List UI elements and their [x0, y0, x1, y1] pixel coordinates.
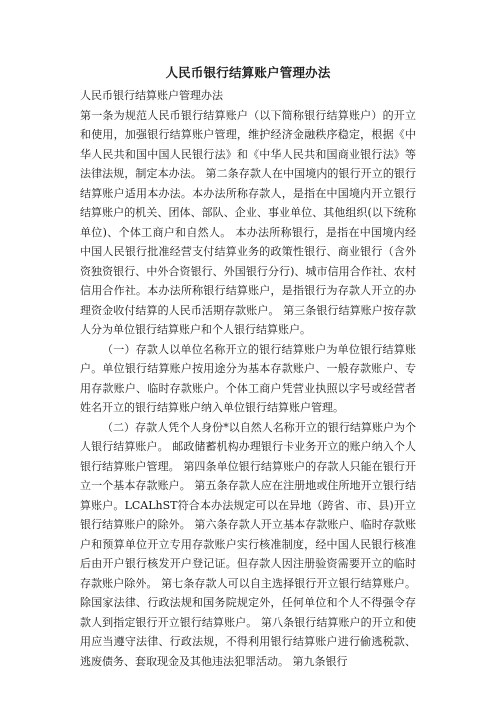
- document-subtitle: 人民币银行结算账户管理办法: [80, 89, 223, 102]
- paragraph-1: 第一条为规范人民币银行结算账户（以下简称银行结算账户）的开立和使用，加强银行结算账户管理，维护经济金融秩序稳定，根据《中华人民共和国中国人民银行法》和《中华人民共和国商业银行法》等法律法规，制定本办法。 第二条存款人在中国境内的银行开立的银行结算账户适用本办法。本办法所称存款人，是指在中国境内开立银行结算账户的机关、团体、部队、企业、事业单位、其他组织(以下统称单位)、个体工商户和自然人。 本办法所称银行，是指在中国境内经中国人民银行批准经营支付结算业务的政策性银行、商业银行（含外资独资银行、中外合资银行、外国银行分行)、城市信用合作社、农村信用合作社。本办法所称银行结算账户，是指银行为存款人开立的办理资金收付结算的人民币活期存款账户。 第三条银行结算账户按存款人分为单位银行结算账户和个人银行结算账户。: [80, 108, 416, 336]
- paragraph-2: （一）存款人以单位名称开立的银行结算账户为单位银行结算账户。单位银行结算账户按用途分为基本存款账户、一般存款账户、专用存款账户、临时存款账户。个体工商户凭营业执照以字号或经营者姓名开立的银行结算账户纳入单位银行结算账户管理。: [80, 342, 416, 414]
- document-title: 人民币银行结算账户管理办法: [165, 65, 331, 80]
- paragraph-3: （二）存款人凭个人身份*以自然人名称开立的银行结算账户为个人银行结算账户。 邮政储蓄机构办理银行卡业务开立的账户纳入个人银行结算账户管理。 第四条单位银行结算账户的存款人只能在银行开立一个基本存款账户。 第五条存款人应在注册地或住所地开立银行结算账户。LCALhST符合本办法规定可以在异地（跨省、市、县)开立银行结算账户的除外。 第六条存款人开立基本存款账户、临时存款账户和预算单位开立专用存款账户实行核准制度，经中国人民银行核准后由开户银行核发开户登记证。但存款人因注册验资需要开立的临时存款账户除外。 第七条存款人可以自主选择银行开立银行结算账户。除国家法律、行政法规和国务院规定外，任何单位和个人不得强令存款人到指定银行开立银行结算账户。 第八条银行结算账户的开立和使用应当遵守法律、行政法规，不得利用银行结算账户进行偷逃税款、逃废债务、套取现金及其他违法犯罪活动。 第九条银行: [80, 420, 416, 668]
